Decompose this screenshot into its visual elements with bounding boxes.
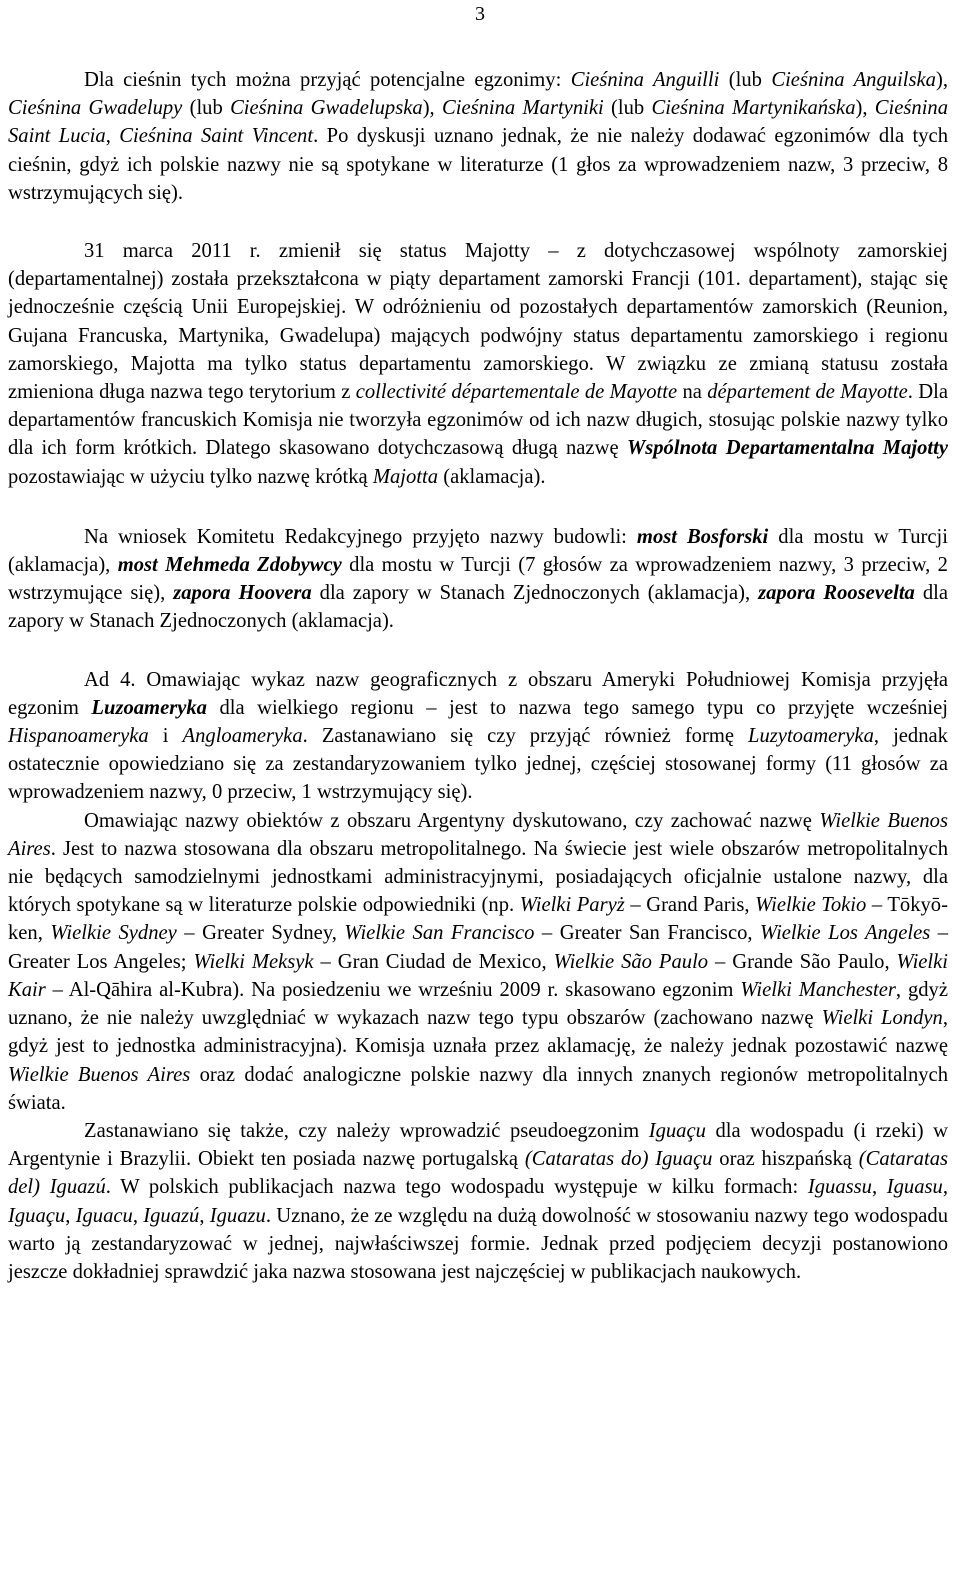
italic-text: Cieśnina Martyniki — [441, 97, 604, 120]
italic-text: Iguazú — [143, 1204, 200, 1227]
text-run: . Uznano, że ze względu na dużą dowolność w stosowaniu nazwy tego wodospadu warto ją zestandaryzować w jednej, najwłaściwszej formie. Jednak przed podjęciem decyzji postanowiono jeszcze dokładniej sprawdzić jaka nazwa stosowana jest najczęściej w publikacjach naukowych. — [8, 1204, 948, 1283]
italic-text: Wielki Londyn — [821, 1007, 943, 1030]
italic-text: Wielkie Los Angeles — [760, 922, 931, 945]
text-run: dla zapory w Stanach Zjednoczonych (aklamacja). — [8, 582, 948, 633]
italic-text: Cieśnina Gwadelupy — [8, 97, 183, 120]
text-run: dla wielkiego regionu – jest to nazwa tego samego typu co przyjęte wcześniej — [206, 696, 948, 719]
italic-text: Iguacu — [75, 1204, 133, 1227]
text-run: oraz dodać analogiczne polskie nazwy dla innych znanych regionów metropolitalnych świata. — [8, 1063, 948, 1114]
italic-text: Wielkie San Francisco — [344, 922, 535, 945]
text-run: – Greater Los Angeles; — [8, 922, 949, 973]
text-run: , — [199, 1204, 210, 1227]
text-run: pozostawiając w użyciu tylko nazwę krótką — [8, 465, 373, 488]
paragraph — [8, 66, 948, 207]
text-run: . Zastanawiano się czy przyjąć również formę — [302, 725, 749, 748]
text-run: , gdyż uznano, że nie należy uwzględniać w wykazach nazw tego typu obszarów (zachowano nazwę — [8, 978, 948, 1030]
text-run: Dla cieśnin tych można przyjąć potencjalne egzonimy: — [84, 69, 571, 91]
text-run: , jednak ostatecznie opowiedziano się za zestandaryzowaniem tylko jednej, częściej stosowanej formy (11 głosów za wprowadzeniem nazwy, 0 przeciw, 1 wstrzymujący się). — [8, 725, 948, 804]
document-body — [8, 66, 948, 1286]
bold-italic-term: Wspólnota Departamentalna Majotty — [626, 437, 948, 460]
italic-text: Wielki Kair — [8, 950, 949, 1001]
paragraph — [8, 1117, 948, 1286]
text-run: Ad 4. Omawiając wykaz nazw geograficznych z obszaru Ameryki Południowej Komisja przyjęła egzonim — [8, 668, 948, 719]
text-run: – Gran Ciudad de Mexico, — [313, 950, 554, 973]
text-run: , — [65, 1204, 76, 1227]
italic-text: Cieśnina Gwadelupska — [230, 97, 423, 120]
page-number: 3 — [475, 3, 485, 25]
text-run: dla zapory w Stanach Zjednoczonych (aklamacja), — [311, 582, 759, 605]
italic-text: Cieśnina Saint Vincent — [119, 125, 314, 148]
text-run: . Jest to nazwa stosowana dla obszaru metropolitalnego. Na świecie jest wiele obszarów metropolitalnych nie będących samodzielnymi jednostkami administracyjnymi, posiadających oficjalnie ustalone nazwy, dla których spotykane są w literaturze polskie odpowiedniki (np. — [8, 837, 948, 917]
paragraph — [8, 666, 948, 807]
italic-text: Wielkie Tokio — [755, 894, 867, 917]
text-run: ), — [422, 97, 442, 120]
italic-text: Hispanoameryka — [8, 725, 149, 748]
bold-italic-term: most Bosforski — [636, 525, 769, 548]
bold-italic-term: most Mehmeda Zdobywcy — [117, 554, 342, 577]
italic-text: Iguasu — [886, 1176, 943, 1199]
text-run: oraz hiszpańską — [712, 1148, 859, 1171]
paragraph — [8, 237, 948, 491]
text-run: na — [677, 381, 708, 404]
italic-text: Iguaçu — [8, 1204, 66, 1227]
text-run: 31 marca 2011 r. zmienił się status Majotty – z dotychczasowej wspólnoty zamorskiej (departamentalnej) została przekształcona w piąty departament zamorski Francji (101. departament), stając się jednocześnie częścią Unii Europejskiej. W odróżnieniu od pozostałych departamentów zamorskich (Reunion, Gujana Francuska, Martynika, Gwadelupa) mających podwójny status departamentu zamorskiego i regionu zamorskiego, Majotta ma tylko status departamentu zamorskiego. W związku ze zmianą statusu została zmieniona długa nazwa tego terytorium z — [8, 240, 948, 404]
text-run: , — [942, 1176, 948, 1199]
text-run: (lub — [719, 69, 772, 91]
text-run: , — [132, 1204, 144, 1227]
paragraph — [8, 523, 948, 636]
text-run: – Greater Sydney, — [176, 922, 345, 945]
italic-text: Cieśnina Saint Lucia — [8, 97, 949, 148]
text-run: dla mostu w Turcji (7 głosów za wprowadzeniem nazwy, 3 przeciw, 2 wstrzymujące się), — [8, 554, 948, 605]
italic-text: Wielkie Buenos Aires — [8, 1063, 191, 1086]
italic-text: Cieśnina Anguilska — [771, 69, 936, 91]
text-run: (lub — [603, 97, 652, 120]
text-run: Na wniosek Komitetu Redakcyjnego przyjęto nazwy budowli: — [84, 525, 637, 548]
text-run: ), — [935, 69, 948, 91]
text-run: Omawiając nazwy obiektów z obszaru Argentyny dyskutowano, czy zachować nazwę — [84, 809, 820, 832]
paragraph — [8, 807, 948, 1117]
text-run: – Grande São Paulo, — [708, 950, 897, 973]
italic-text: Luzytoameryka — [748, 725, 874, 748]
italic-text: Cieśnina Anguilli — [570, 69, 720, 91]
text-run: (aklamacja). — [438, 465, 546, 488]
text-run: . Dla departamentów francuskich Komisja nie tworzyła egzonimów od ich nazw długich, stosując polskie nazwy tylko dla ich form krótkich. Dlatego skasowano dotychczasową długą nazwę — [8, 381, 948, 460]
text-run: , — [871, 1176, 887, 1199]
italic-text: Wielkie São Paulo — [553, 950, 709, 973]
text-run: dla mostu w Turcji (aklamacja), — [8, 525, 948, 577]
text-run: dla wodospadu (i rzeki) w Argentynie i Brazylii. Obiekt ten posiada nazwę portugalską — [8, 1119, 948, 1171]
italic-text: (Cataratas do) Iguaçu — [524, 1148, 713, 1171]
text-run: – Tōkyō-ken, — [8, 894, 948, 945]
text-run: – Greater San Francisco, — [534, 922, 761, 945]
italic-text: (Cataratas del) Iguazú — [8, 1148, 949, 1199]
text-run: , gdyż jest to jednostka administracyjna). Komisja uznała przez aklamację, że należy jednak pozostawić nazwę — [8, 1007, 948, 1058]
text-run: . W polskich publikacjach nazwa tego wodospadu występuje w kilku formach: — [105, 1176, 808, 1199]
italic-text: collectivité départementale de Mayotte — [355, 381, 678, 404]
italic-text: Wielki Meksyk — [193, 950, 314, 973]
italic-text: Iguaçu — [648, 1119, 706, 1142]
italic-text: Wielki Paryż — [519, 894, 625, 917]
text-run: , — [105, 125, 120, 148]
bold-italic-term: zapora Hoovera — [173, 582, 312, 605]
text-run: (lub — [182, 97, 231, 120]
italic-text: Wielkie Sydney — [50, 922, 177, 945]
bold-italic-term: zapora Roosevelta — [758, 582, 915, 605]
italic-text: Cieśnina Martynikańska — [651, 97, 856, 120]
italic-text: Majotta — [372, 465, 439, 488]
text-run: ), — [855, 97, 875, 120]
text-run: – Al-Qāhira al-Kubra). Na posiedzeniu we wrześniu 2009 r. skasowano egzonim — [45, 978, 741, 1001]
italic-text: Iguazu — [209, 1204, 266, 1227]
text-run: – Grand Paris, — [624, 894, 756, 917]
italic-text: Wielkie Buenos Aires — [8, 809, 948, 860]
text-run: Zastanawiano się także, czy należy wprowadzić pseudoegzonim — [84, 1119, 649, 1142]
text-run: . Po dyskusji uznano jednak, że nie należy dodawać egzonimów dla tych cieśnin, gdyż ich polskie nazwy nie są spotykane w literaturze (1 głos za wprowadzeniem nazw, 3 przeciw, 8 wstrzymujących się). — [8, 125, 948, 204]
italic-text: département de Mayotte — [707, 381, 908, 404]
italic-text: Wielki Manchester — [740, 978, 896, 1001]
italic-text: Iguassu — [807, 1176, 872, 1199]
text-run: i — [148, 725, 183, 748]
italic-text: Angloameryka — [182, 725, 303, 748]
bold-italic-term: Luzoameryka — [91, 696, 207, 719]
